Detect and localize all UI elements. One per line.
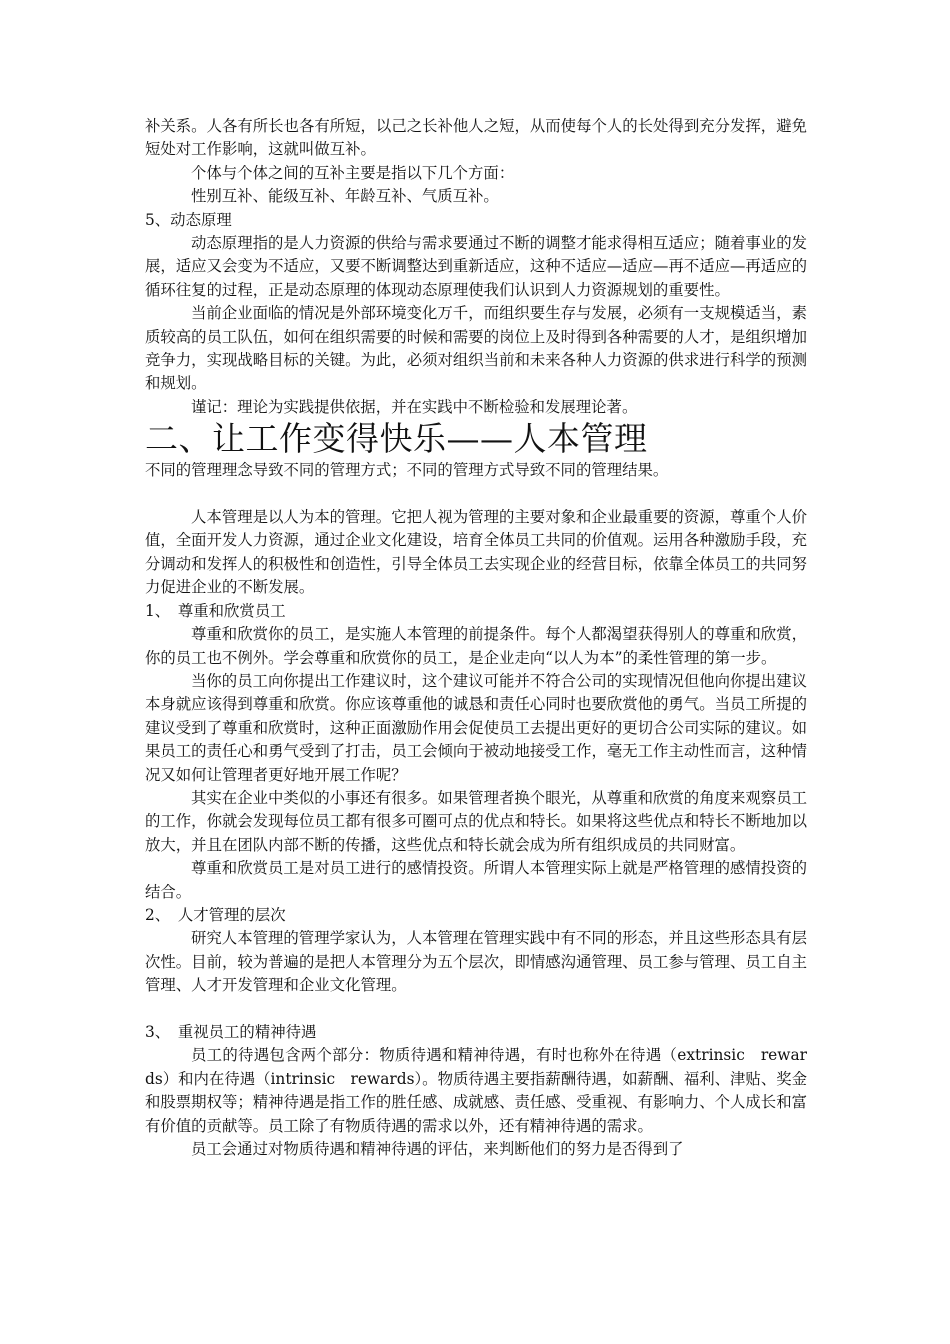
section-title-levels: 2、 人才管理的层次 xyxy=(145,905,286,924)
section-title-respect: 1、 尊重和欣赏员工 xyxy=(145,601,286,620)
chapter-subtitle: 不同的管理理念导致不同的管理方式；不同的管理方式导致不同的管理结果。 xyxy=(145,461,669,480)
blank-line xyxy=(145,483,807,506)
paragraph-dynamic-principle: 动态原理指的是人力资源的供给与需求要通过不断的调整才能求得相互适应；随着事业的发展，适应又会变为不适应，又要不断调整达到重新适应，这种不适应—适应—再不适应—再适应的循环往复的过程，正是动态原理的体现动态原理使我们认识到人力资源规划的重要性。 xyxy=(145,234,807,299)
blank-line xyxy=(145,998,807,1021)
paragraph-levels: 研究人本管理的管理学家认为，人本管理在管理实践中有不同的形态，并且这些形态具有层次性。目前，较为普遍的是把人本管理分为五个层次，即情感沟通管理、员工参与管理、员工自主管理、人才开发管理和企业文化管理。 xyxy=(145,929,807,995)
paragraph-current-situation: 当前企业面临的情况是外部环境变化万千，而组织要生存与发展，必须有一支规模适当，素质较高的员工队伍，如何在组织需要的时候和需要的岗位上及时得到各种需要的人才，是组织增加竞争力，实现战略目标的关键。为此，必须对组织当前和未来各种人力资源的供求进行科学的预测和规划。 xyxy=(145,304,807,393)
paragraph-respect-2: 当你的员工向你提出工作建议时，这个建议可能并不符合公司的实现情况但他向你提出建议本身就应该得到尊重和欣赏。你应该尊重他的诚恳和责任心同时也要欣赏他的勇气。当员工所提的建议受到了尊重和欣赏时，这种正面激励作用会促使员工去提出更好的更切合公司实际的建议。如果员工的责任心和勇气受到了打击，员工会倾向于被动地接受工作，毫无工作主动性而言，这种情况又如何让管理者更好地开展工作呢？ xyxy=(145,671,807,784)
chapter-title: 二、让工作变得快乐——人本管理 xyxy=(145,419,648,459)
paragraph-respect-4: 尊重和欣赏员工是对员工进行的感情投资。所谓人本管理实际上就是严格管理的感情投资的结合。 xyxy=(145,859,807,901)
paragraph-complementarity: 补关系。人各有所长也各有所短，以己之长补他人之短，从而使每个人的长处得到充分发挥，避免短处对工作影响，这就叫做互补。 xyxy=(145,117,807,159)
section-title-dynamic-principle: 5、动态原理 xyxy=(145,210,232,229)
document-page xyxy=(145,115,807,1161)
section-title-spiritual: 3、 重视员工的精神待遇 xyxy=(145,1023,317,1041)
paragraph-spiritual-1: 员工的待遇包含两个部分：物质待遇和精神待遇，有时也称外在待遇（extrinsic rewards）和内在待遇（intrinsic rewards）。物质待遇主要指薪酬待遇，如薪酬、福利、津贴、奖金和股票期权等；精神待遇是指工作的胜任感、成就感、责任感、受重视、有影响力、个人成长和富有价值的贡献等。员工除了有物质待遇的需求以外，还有精神待遇的需求。 xyxy=(145,1046,807,1135)
paragraph-intro: 人本管理是以人为本的管理。它把人视为管理的主要对象和企业最重要的资源，尊重个人价值，全面开发人力资源，通过企业文化建设，培育全体员工共同的价值观。运用各种激励手段，充分调动和发挥人的积极性和创造性，引导全体员工去实现企业的经营目标，依靠全体员工的共同努力促进企业的不断发展。 xyxy=(145,508,807,597)
paragraph-complement-types: 性别互补、能级互补、年龄互补、气质互补。 xyxy=(191,187,499,206)
paragraph-complement-aspects: 个体与个体之间的互补主要是指以下几个方面： xyxy=(191,163,515,182)
paragraph-spiritual-2: 员工会通过对物质待遇和精神待遇的评估，来判断他们的努力是否得到了 xyxy=(191,1140,684,1159)
paragraph-remember: 谨记：理论为实践提供依据，并在实践中不断检验和发展理论著。 xyxy=(191,397,638,416)
paragraph-respect-1: 尊重和欣赏你的员工，是实施人本管理的前提条件。每个人都渴望获得别人的尊重和欣赏，你的员工也不例外。学会尊重和欣赏你的员工，是企业走向“以人为本”的柔性管理的第一步。 xyxy=(145,625,807,667)
paragraph-respect-3: 其实在企业中类似的小事还有很多。如果管理者换个眼光，从尊重和欣赏的角度来观察员工的工作，你就会发现每位员工都有很多可圈可点的优点和特长。如果将这些优点和特长不断地加以放大，并且在团队内部不断的传播，这些优点和特长就会成为所有组织成员的共同财富。 xyxy=(145,788,807,854)
